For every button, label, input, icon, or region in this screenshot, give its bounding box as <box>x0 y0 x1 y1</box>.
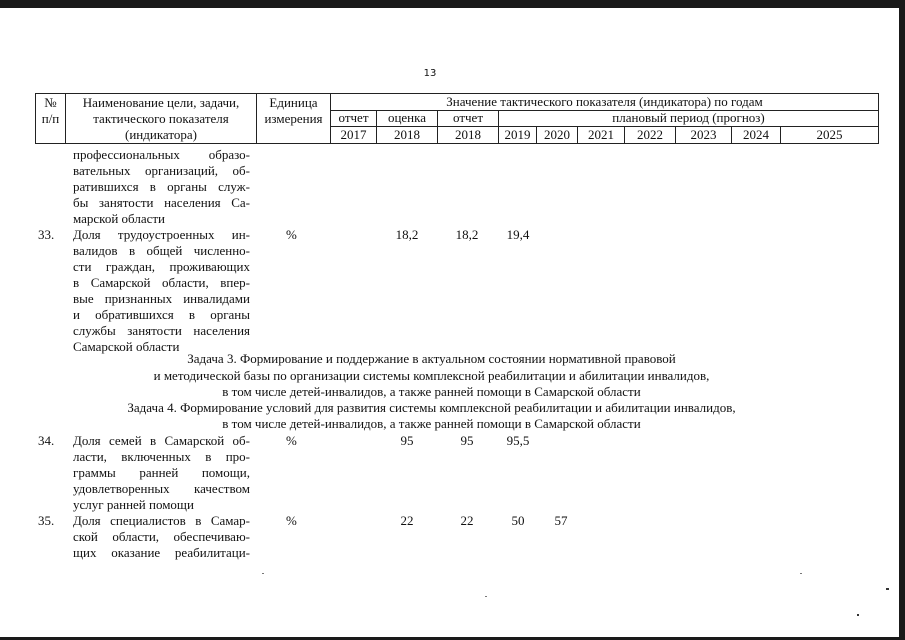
continuation-line: марской области <box>73 211 165 226</box>
row-35-name-line: щих оказание реабилитаци- <box>73 545 250 560</box>
row-35-number: 35. <box>38 513 55 528</box>
row-35-value-2018-estimate: 22 <box>400 513 414 528</box>
row-35-name-line: ской области, обеспечиваю- <box>73 529 250 544</box>
row-34-number: 34. <box>38 433 55 448</box>
row-35-value-2018-report: 22 <box>460 513 474 528</box>
row-35-value-2019: 50 <box>511 513 525 528</box>
header-number-line1: № <box>44 95 57 110</box>
header-name-line3: (индикатора) <box>125 127 197 142</box>
continuation-line: профессиональных образо- <box>73 147 250 162</box>
scan-speck <box>857 614 859 616</box>
row-33-name-line: в Самарской области, впер- <box>73 275 250 290</box>
task-3-line2: и методической базы по организации системы комплексной реабилитации и абилитации инвалидов, <box>153 368 710 383</box>
row-34-name-line: Доля семей в Самарской об- <box>73 433 250 448</box>
scan-speck <box>485 596 487 597</box>
header-name-line2: тактического показателя <box>93 111 229 126</box>
task-3-line1: Задача 3. Формирование и поддержание в актуальном состоянии нормативной правовой <box>187 351 676 366</box>
row-35-name-line: Доля специалистов в Самар- <box>73 513 250 528</box>
row-33-name-line: сти граждан, проживающих <box>73 259 250 274</box>
row-35-value-2020: 57 <box>554 513 568 528</box>
row-33-name-line: службы занятости населения <box>73 323 250 338</box>
row-34-value-2018-report: 95 <box>460 433 474 448</box>
task-4-line1: Задача 4. Формирование условий для развития системы комплексной реабилитации и абилитации инвалидов, <box>127 400 736 415</box>
header-year: 2025 <box>781 127 879 144</box>
header-year: 2021 <box>578 127 625 144</box>
header-col-report2: отчет <box>438 110 499 127</box>
header-name-cell <box>66 94 257 144</box>
scan-border-top <box>0 0 905 8</box>
task-3-line3: в том числе детей-инвалидов, а также ранней помощи в Самарской области <box>222 384 641 399</box>
row-33-name <box>73 227 250 355</box>
row-33-name-line: Доля трудоустроенных ин- <box>73 227 250 242</box>
header-year: 2017 <box>331 127 377 144</box>
continuation-line: бы занятости населения Са- <box>73 195 250 210</box>
row-33-unit: % <box>286 227 297 242</box>
row-34-name-line: граммы ранней помощи, <box>73 465 250 480</box>
header-number-cell <box>36 94 66 144</box>
row-34-name-line: ласти, включенных в про- <box>73 449 250 464</box>
header-year: 2019 <box>499 127 537 144</box>
header-year: 2018 <box>377 127 438 144</box>
row-34-unit: % <box>286 433 297 448</box>
row-33-name-line: Самарской области <box>73 339 180 354</box>
row-33-number: 33. <box>38 227 55 242</box>
header-year: 2020 <box>537 127 578 144</box>
scan-border-right <box>899 0 905 640</box>
header-number-line2: п/п <box>41 111 60 126</box>
row-33-value-2018-estimate: 18,2 <box>395 227 419 242</box>
header-year: 2022 <box>625 127 676 144</box>
row-34-name-line: удовлетворенных качеством <box>73 481 250 496</box>
row-35-unit: % <box>286 513 297 528</box>
row-33-name-line: вые признанных инвалидами <box>73 291 250 306</box>
row-33-name-line: валидов в общей численно- <box>73 243 250 258</box>
header-year: 2023 <box>676 127 732 144</box>
header-values-title: Значение тактического показателя (индикатора) по годам <box>331 94 879 111</box>
header-unit-line2: измерения <box>264 111 323 126</box>
row-33-value-2018-report: 18,2 <box>455 227 479 242</box>
header-year: 2024 <box>732 127 781 144</box>
row-34-value-2018-estimate: 95 <box>400 433 414 448</box>
header-col-estimate: оценка <box>377 110 438 127</box>
header-year: 2018 <box>438 127 499 144</box>
header-col-report: отчет <box>331 110 377 127</box>
row-33-value-2019: 19,4 <box>506 227 530 242</box>
continuation-line: вательных организаций, об- <box>73 163 250 178</box>
scan-speck <box>262 573 264 574</box>
task-4-line2: в том числе детей-инвалидов, а также ранней помощи в Самарской области <box>222 416 641 431</box>
scan-speck <box>886 588 889 590</box>
row-34-name-line: услуг ранней помощи <box>73 497 194 512</box>
row-33-name-line: и обратившихся в органы <box>73 307 250 322</box>
row-34-value-2019: 95,5 <box>506 433 530 448</box>
row-35-name <box>73 513 250 561</box>
row-34-name <box>73 433 250 513</box>
header-unit-line1: Единица <box>269 95 318 110</box>
scan-speck <box>800 573 802 574</box>
page-number: 13 <box>423 68 437 79</box>
continuation-name <box>73 147 250 227</box>
continuation-line: ратившихся в органы служ- <box>73 179 250 194</box>
header-name-line1: Наименование цели, задачи, <box>82 95 240 110</box>
header-planned-period: плановый период (прогноз) <box>499 110 879 127</box>
indicator-table-header <box>35 93 879 144</box>
header-unit-cell <box>257 94 331 144</box>
